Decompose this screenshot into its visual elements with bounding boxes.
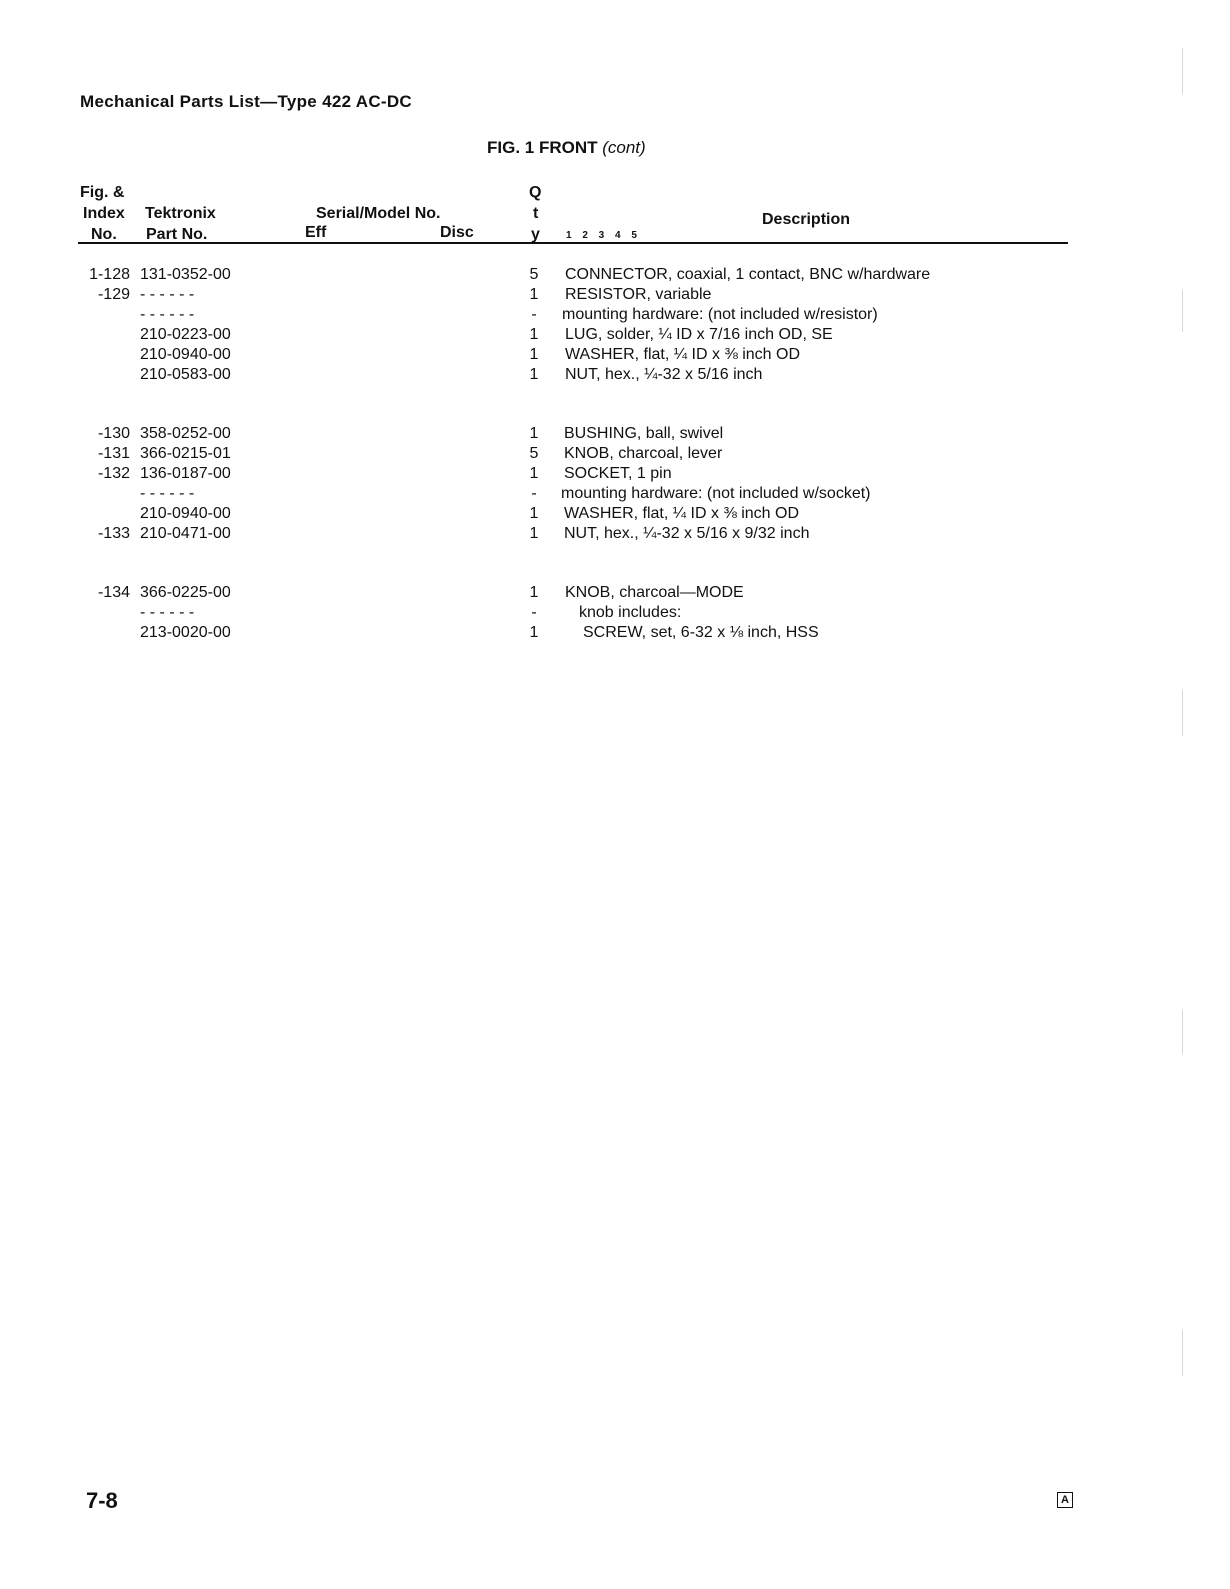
- part-no: 213-0020-00: [140, 624, 231, 641]
- index-no: 1-128: [89, 266, 130, 283]
- header-disc: Disc: [440, 224, 474, 241]
- qty: 1: [529, 624, 539, 641]
- part-no: - - - - - -: [140, 604, 195, 621]
- header-y: y: [531, 226, 540, 243]
- part-no: - - - - - -: [140, 306, 195, 323]
- part-no: - - - - - -: [140, 286, 195, 303]
- qty: 1: [529, 326, 539, 343]
- margin-mark: [1182, 48, 1183, 94]
- part-no: 210-0940-00: [140, 346, 231, 363]
- qty: 1: [529, 584, 539, 601]
- description: KNOB, charcoal, lever: [564, 445, 723, 462]
- description: mounting hardware: (not included w/resistor): [562, 306, 878, 323]
- table-row: [0, 266, 1230, 286]
- table-row: [0, 306, 1230, 326]
- description: mounting hardware: (not included w/socket): [561, 485, 871, 502]
- part-no: 131-0352-00: [140, 266, 231, 283]
- table-row: [0, 485, 1230, 505]
- figure-title: [487, 138, 646, 158]
- part-no: 210-0471-00: [140, 525, 231, 542]
- description: knob includes:: [579, 604, 682, 621]
- qty: -: [531, 485, 537, 502]
- qty: 1: [529, 525, 539, 542]
- qty: 1: [529, 425, 539, 442]
- part-no: - - - - - -: [140, 485, 195, 502]
- header-index: Index: [83, 205, 125, 222]
- index-no: -130: [97, 425, 130, 442]
- table-row: [0, 326, 1230, 346]
- description: RESISTOR, variable: [565, 286, 712, 303]
- description: NUT, hex., ¼-32 x 5/16 inch: [565, 366, 763, 383]
- revision-mark: A: [1057, 1492, 1073, 1508]
- qty: -: [531, 306, 537, 323]
- table-row: [0, 624, 1230, 644]
- margin-mark: [1182, 290, 1183, 332]
- margin-mark: [1182, 1330, 1183, 1376]
- header-levels: 1 2 3 4 5: [566, 230, 641, 241]
- description: SOCKET, 1 pin: [564, 465, 672, 482]
- index-no: -134: [97, 584, 130, 601]
- index-no: -133: [97, 525, 130, 542]
- table-row: [0, 505, 1230, 525]
- header-eff: Eff: [305, 224, 327, 241]
- description: KNOB, charcoal—MODE: [565, 584, 744, 601]
- figure-suffix: (cont): [602, 138, 646, 157]
- index-no: -131: [97, 445, 130, 462]
- header-t: t: [533, 205, 539, 222]
- qty: 5: [529, 445, 539, 462]
- part-no: 210-0940-00: [140, 505, 231, 522]
- part-no: 210-0223-00: [140, 326, 231, 343]
- description: CONNECTOR, coaxial, 1 contact, BNC w/hardware: [565, 266, 931, 283]
- qty: 1: [529, 346, 539, 363]
- index-no: -132: [97, 465, 130, 482]
- description: LUG, solder, ¼ ID x 7/16 inch OD, SE: [565, 326, 833, 343]
- table-row: [0, 286, 1230, 306]
- part-no: 366-0225-00: [140, 584, 231, 601]
- header-q: Q: [529, 184, 542, 201]
- qty: 1: [529, 505, 539, 522]
- qty: 1: [529, 465, 539, 482]
- header-fig: Fig. &: [80, 184, 125, 201]
- description: SCREW, set, 6-32 x ⅛ inch, HSS: [583, 624, 819, 641]
- description: NUT, hex., ¼-32 x 5/16 x 9/32 inch: [564, 525, 810, 542]
- table-row: [0, 525, 1230, 545]
- qty: -: [531, 604, 537, 621]
- part-no: 358-0252-00: [140, 425, 231, 442]
- header-tektronix: Tektronix: [145, 205, 216, 222]
- part-no: 136-0187-00: [140, 465, 231, 482]
- index-no: -129: [97, 286, 130, 303]
- qty: 1: [529, 286, 539, 303]
- table-row: [0, 465, 1230, 485]
- margin-mark: [1182, 1010, 1183, 1054]
- table-row: [0, 346, 1230, 366]
- table-row: [0, 445, 1230, 465]
- part-no: 210-0583-00: [140, 366, 231, 383]
- header-description: Description: [762, 211, 851, 228]
- qty: 5: [529, 266, 539, 283]
- part-no: 366-0215-01: [140, 445, 231, 462]
- header-rule: [78, 242, 1068, 244]
- margin-mark: [1182, 690, 1183, 736]
- page-title: Mechanical Parts List—Type 422 AC-DC: [80, 92, 413, 111]
- figure-label: FIG. 1 FRONT: [487, 138, 598, 157]
- description: WASHER, flat, ¼ ID x ⅜ inch OD: [565, 346, 801, 363]
- page-number: 7-8: [86, 1488, 118, 1513]
- header-serial-model: Serial/Model No.: [316, 205, 441, 222]
- header-part-no: Part No.: [146, 226, 208, 243]
- table-row: [0, 604, 1230, 624]
- header-no: No.: [91, 226, 117, 243]
- table-row: [0, 425, 1230, 445]
- table-row: [0, 584, 1230, 604]
- qty: 1: [529, 366, 539, 383]
- description: BUSHING, ball, swivel: [564, 425, 724, 442]
- table-row: [0, 366, 1230, 386]
- description: WASHER, flat, ¼ ID x ⅜ inch OD: [564, 505, 800, 522]
